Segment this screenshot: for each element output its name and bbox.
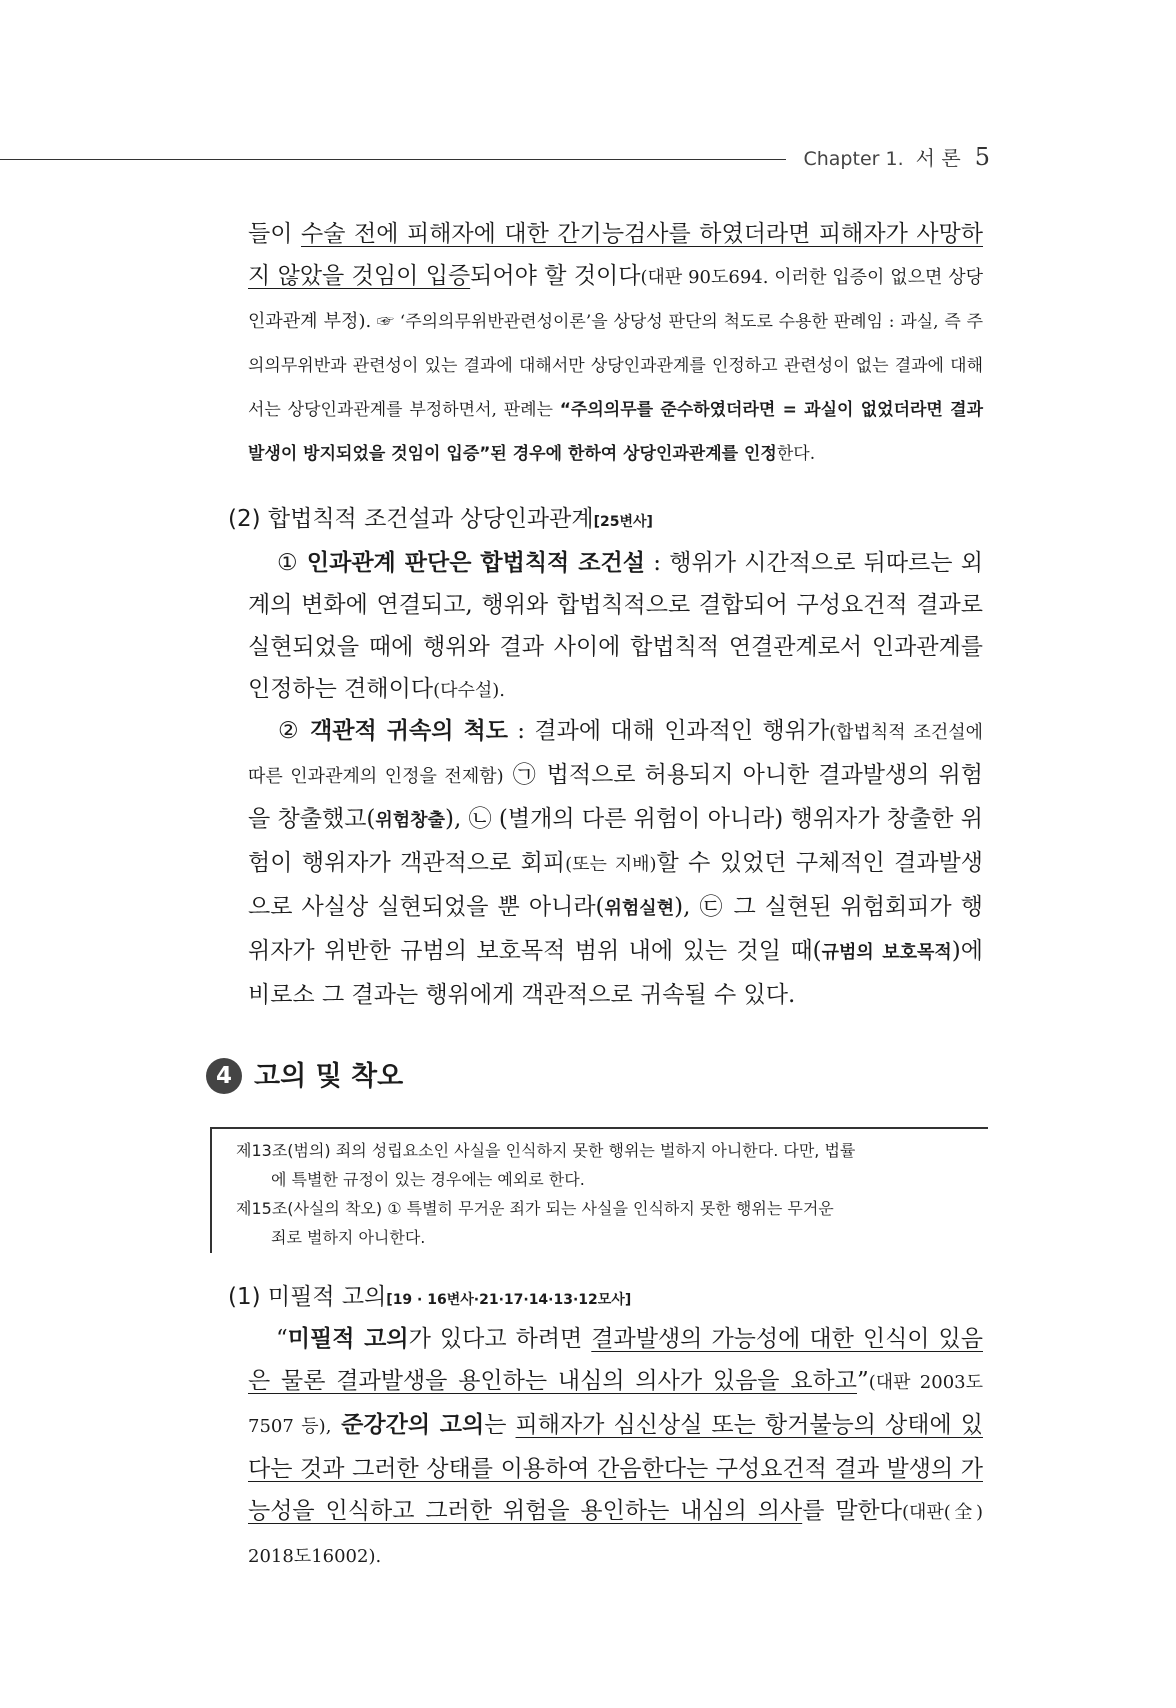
item-bold: 위험창출 bbox=[375, 810, 445, 831]
item-bold: 인과관계 판단은 합법칙적 조건설 bbox=[306, 550, 645, 576]
underlined-text: 피해자가 심신상실 또는 항거불능의 상태에 있다는 것과 그러한 상태를 이용하여 간음한다는 구성요건적 결과 발생의 가능성을 인식하고 그러한 위험을 용인하는 내심의 의사 bbox=[248, 1412, 983, 1524]
item-number: ① bbox=[276, 550, 299, 576]
bold-term: 준강간의 고의 bbox=[331, 1412, 485, 1438]
note-text: ☞ ‘주의의무위반관련성이론’을 상당성 판단의 척도로 수용한 판례임 : 과실, 즉 주의의무위반과 관련성이 있는 결과에 대해서만 상당인과관계를 인정하고 관련성이 없는 결과에 대해서는 상당인과관계를 부정하면서, 판례는 bbox=[248, 312, 984, 420]
statute-label: 제15조(사실의 착오) bbox=[236, 1199, 383, 1218]
bold-term: 미필적 고의 bbox=[287, 1326, 409, 1352]
note-bold: “주의의무를 준수하였더라면 = 과실이 없었더라면 결과발생이 방지되었을 것임이 입증”된 경우에 한하여 상당인과관계를 인정 bbox=[248, 400, 983, 464]
item-bold: 규범의 보호목적 bbox=[821, 942, 952, 963]
text: 들이 bbox=[248, 221, 301, 247]
exam-tag: [19 · 16변사·21·17·14·13·12모사] bbox=[386, 1292, 632, 1308]
case-citation: (대판 90도694. 이러한 입증이 없으면 상당인과관계 부정). bbox=[248, 267, 983, 332]
statute-text: ① 특별히 무거운 죄가 되는 사실을 인식하지 못한 행위는 무거운 bbox=[382, 1199, 834, 1218]
header-rule bbox=[0, 159, 786, 160]
quote-mark: “ bbox=[276, 1326, 288, 1352]
subsection-heading-1 bbox=[228, 1278, 631, 1311]
heading-text: (2) 합법칙적 조건설과 상당인과관계 bbox=[228, 506, 594, 532]
quote-mark: ” bbox=[857, 1368, 869, 1394]
underlined-text: 수술 전에 피해자에 대한 간기능검사를 하였더라면 피해자가 사망하지 않았을 것임이 입증 bbox=[248, 221, 983, 289]
item-2 bbox=[248, 710, 983, 1016]
text: 되어야 할 것이다 bbox=[470, 263, 641, 289]
case-citation: (대판 2003도7507 등), bbox=[248, 1372, 983, 1437]
item-small: (합법칙적 조건설에 따른 인과관계의 인정을 전제함) bbox=[248, 722, 983, 787]
item-bold: 객관적 귀속의 척도 bbox=[310, 718, 508, 744]
heading-text: (1) 미필적 고의 bbox=[228, 1284, 387, 1310]
citation: (다수설). bbox=[433, 680, 505, 701]
text: 를 말한다 bbox=[802, 1498, 902, 1524]
case-citation: (대판(全) 2018도16002). bbox=[248, 1502, 984, 1567]
section-heading-4 bbox=[206, 1054, 403, 1094]
text: 가 있다고 하려면 bbox=[408, 1326, 592, 1352]
exam-tag: [25변사] bbox=[593, 514, 653, 530]
paragraph-intro bbox=[248, 213, 983, 475]
running-header bbox=[803, 142, 990, 171]
item-text: ㉠ 법적으로 허용되지 아니한 결과발생의 위험을 창출했고( bbox=[248, 762, 983, 832]
item-1 bbox=[248, 542, 983, 712]
statute-text: 죄로 벌하지 아니한다. bbox=[271, 1228, 426, 1247]
item-small: (또는 지배) bbox=[565, 854, 657, 875]
paragraph-dolus bbox=[248, 1318, 983, 1578]
item-bold: 위험실현 bbox=[604, 898, 675, 919]
statute-text: 에 특별한 규정이 있는 경우에는 예외로 한다. bbox=[271, 1170, 585, 1189]
note-text: 한다. bbox=[776, 444, 816, 464]
item-text: ), ㉡ (별개의 다른 위험이 아니라) 행위자가 창출한 위험이 행위자가 객관적으로 회피 bbox=[248, 806, 983, 876]
statute-label: 제13조(범의) bbox=[236, 1141, 331, 1160]
item-text: : 결과에 대해 인과적인 행위가 bbox=[507, 718, 830, 744]
text: 는 bbox=[484, 1412, 516, 1438]
section-number-badge: 4 bbox=[206, 1058, 242, 1094]
chapter-title: 서 론 bbox=[915, 146, 961, 170]
page-number: 5 bbox=[974, 143, 990, 171]
subsection-heading-2 bbox=[228, 500, 653, 533]
chapter-label: Chapter 1. bbox=[803, 148, 904, 170]
item-text: ), ㉢ 그 실현된 위험회피가 행위자가 위반한 규범의 보호목적 범위 내에 있는 것일 때( bbox=[248, 894, 983, 964]
section-title: 고의 및 착오 bbox=[254, 1061, 404, 1092]
statute-text: 죄의 성립요소인 사실을 인식하지 못한 행위는 벌하지 아니한다. 다만, 법률 bbox=[330, 1141, 856, 1160]
item-text: : 행위가 시간적으로 뒤따르는 외계의 변화에 연결되고, 행위와 합법칙적으로 결합되어 구성요건적 결과로 실현되었을 때에 행위와 결과 사이에 합법칙적 연결관계로서 인과관계를 인정하는 견해이다 bbox=[248, 550, 984, 702]
item-text: 할 수 있었던 구체적인 결과발생으로 사실상 실현되었을 뿐 아니라( bbox=[248, 850, 983, 920]
statute-13 bbox=[236, 1136, 976, 1252]
item-number: ② bbox=[276, 718, 301, 744]
underlined-text: 결과발생의 가능성에 대한 인식이 있음은 물론 결과발생을 용인하는 내심의 의사가 있음을 요하고 bbox=[248, 1326, 983, 1394]
item-text: )에 비로소 그 결과는 행위에게 객관적으로 귀속될 수 있다. bbox=[248, 938, 983, 1008]
